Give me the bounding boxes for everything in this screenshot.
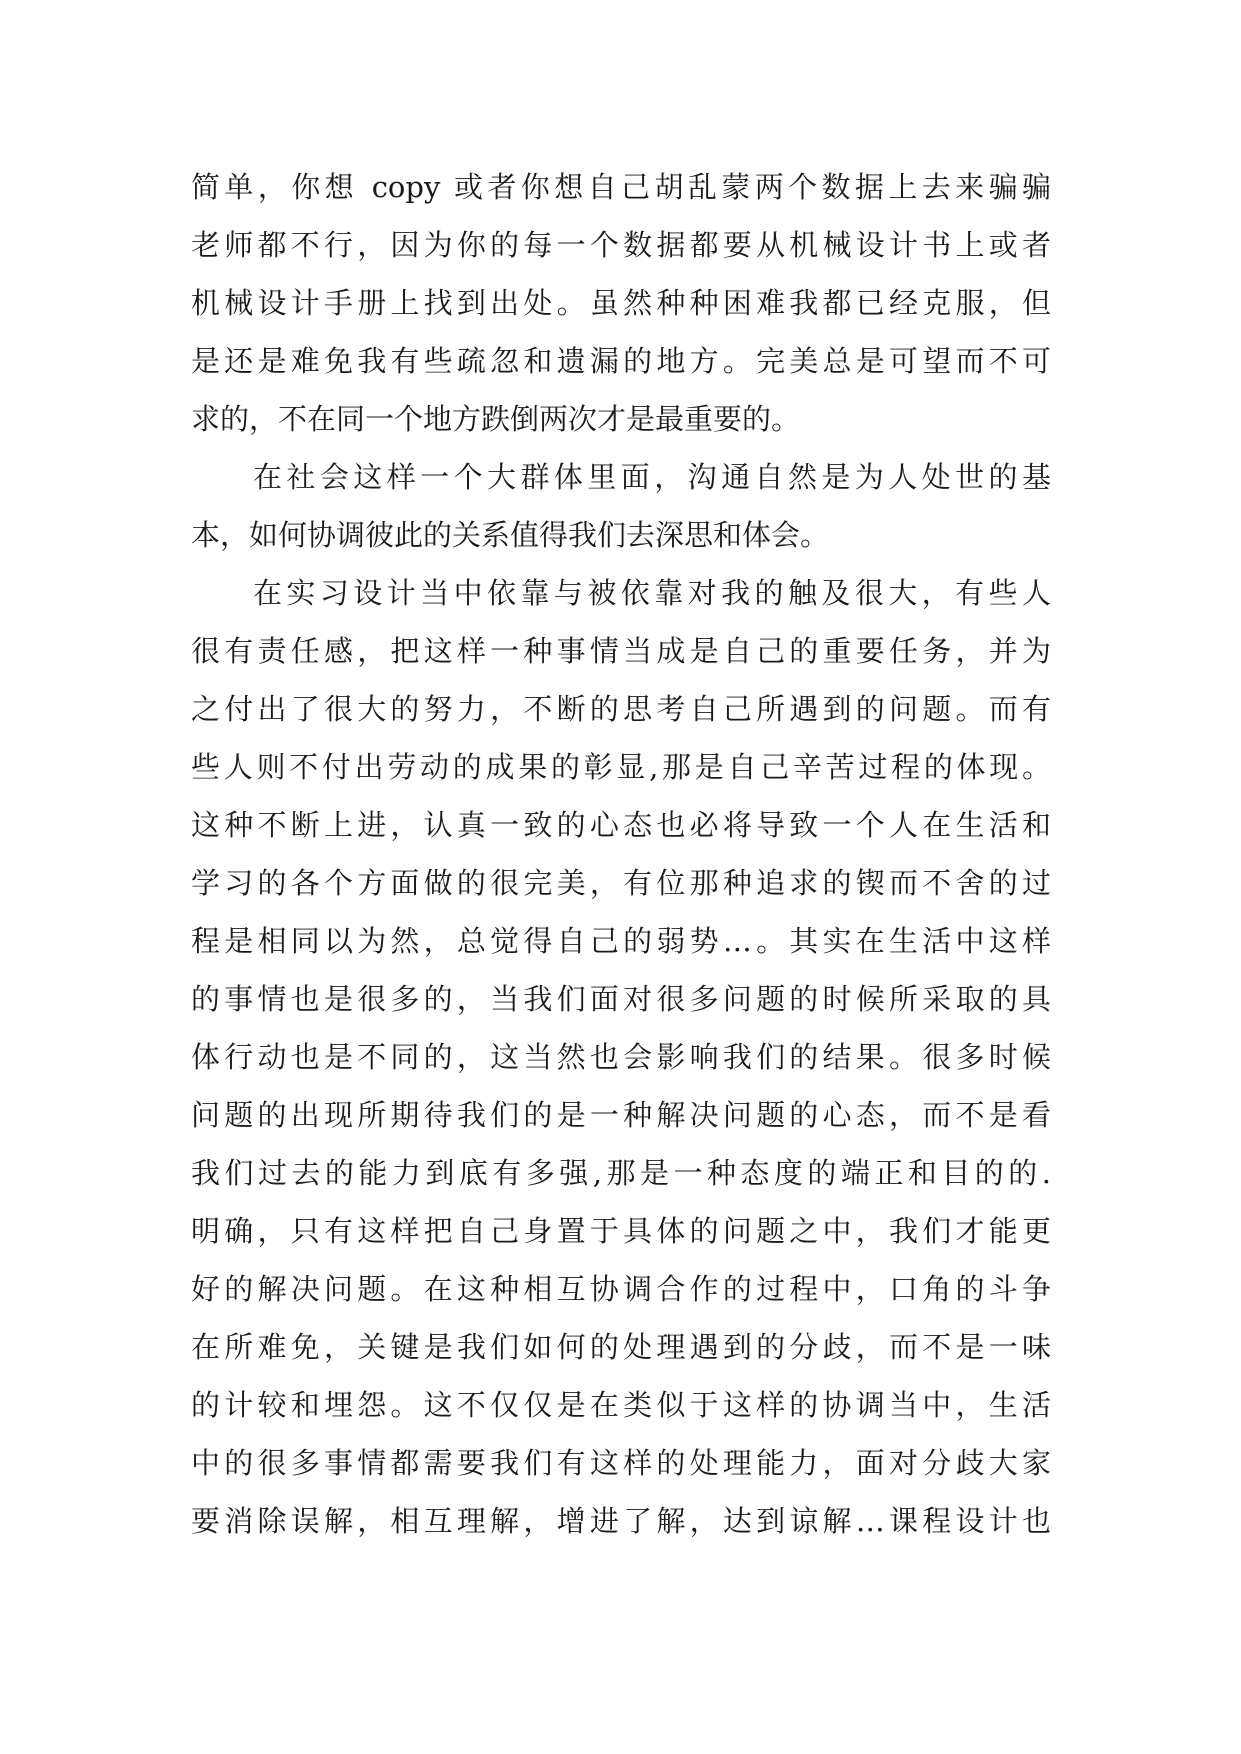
text-line: 这种不断上进，认真一致的心态也必将导致一个人在生活和: [191, 808, 1051, 842]
text-line: 机械设计手册上找到出处。虽然种种困难我都已经克服，但: [191, 286, 1051, 320]
text-line: 在实习设计当中依靠与被依靠对我的触及很大，有些人: [253, 576, 1051, 610]
text-line: 我们过去的能力到底有多强,那是一种态度的端正和目的的.: [191, 1156, 1051, 1190]
text-line: 本，如何协调彼此的关系值得我们去深思和体会。: [191, 518, 830, 552]
text-line: 中的很多事情都需要我们有这样的处理能力，面对分歧大家: [191, 1446, 1051, 1480]
text-line: 问题的出现所期待我们的是一种解决问题的心态，而不是看: [191, 1098, 1051, 1132]
text-line: 的事情也是很多的，当我们面对很多问题的时候所采取的具: [191, 982, 1051, 1016]
text-line: 很有责任感，把这样一种事情当成是自己的重要任务，并为: [191, 634, 1051, 668]
text-line: 在社会这样一个大群体里面，沟通自然是为人处世的基: [253, 460, 1051, 494]
text-line: 老师都不行，因为你的每一个数据都要从机械设计书上或者: [191, 228, 1051, 262]
text-line: 好的解决问题。在这种相互协调合作的过程中，口角的斗争: [191, 1272, 1051, 1306]
text-line: 简单，你想 copy 或者你想自己胡乱蒙两个数据上去来骗骗: [191, 170, 1051, 204]
text-line: 求的，不在同一个地方跌倒两次才是最重要的。: [191, 402, 801, 436]
text-line: 些人则不付出劳动的成果的彰显,那是自己辛苦过程的体现。: [191, 750, 1051, 784]
text-line: 学习的各个方面做的很完美，有位那种追求的锲而不舍的过: [191, 866, 1051, 900]
text-line: 程是相同以为然，总觉得自己的弱势…。其实在生活中这样: [191, 924, 1051, 958]
text-line: 要消除误解，相互理解，增进了解，达到谅解…课程设计也: [191, 1504, 1051, 1538]
text-line: 之付出了很大的努力，不断的思考自己所遇到的问题。而有: [191, 692, 1051, 726]
text-line: 明确，只有这样把自己身置于具体的问题之中，我们才能更: [191, 1214, 1051, 1248]
text-line: 的计较和埋怨。这不仅仅是在类似于这样的协调当中，生活: [191, 1388, 1051, 1422]
text-line: 是还是难免我有些疏忽和遗漏的地方。完美总是可望而不可: [191, 344, 1051, 378]
text-line: 在所难免，关键是我们如何的处理遇到的分歧，而不是一味: [191, 1330, 1051, 1364]
body-text: [191, 158, 1051, 1550]
text-line: 体行动也是不同的，这当然也会影响我们的结果。很多时候: [191, 1040, 1051, 1074]
